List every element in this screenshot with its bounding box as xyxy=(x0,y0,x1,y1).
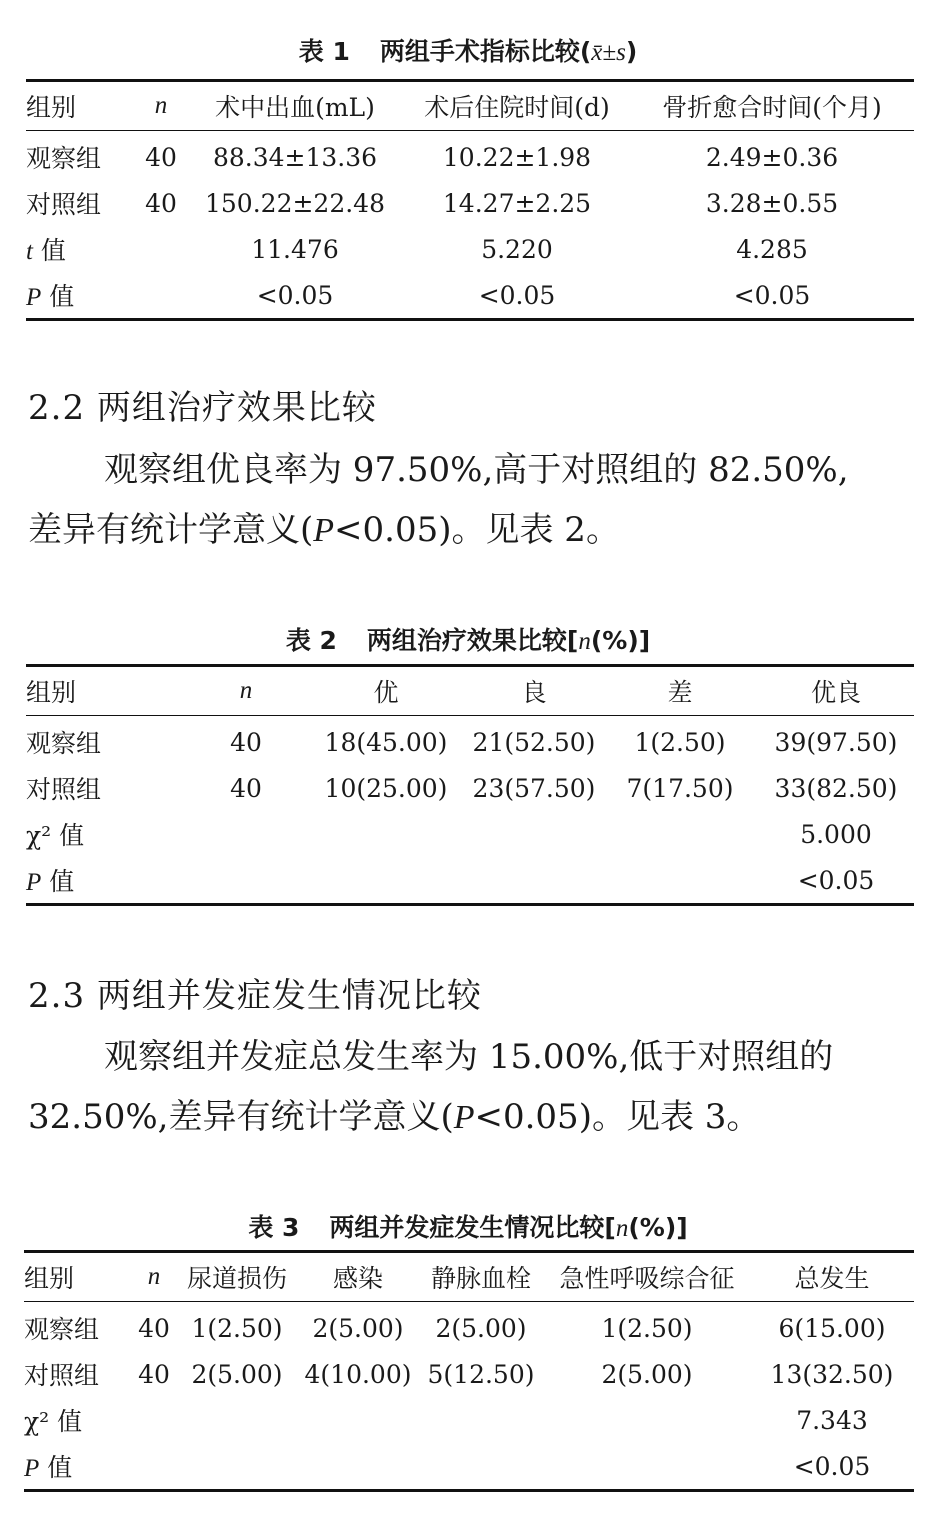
table1-t-value: 11.476 xyxy=(251,234,339,264)
empty-cell xyxy=(176,1397,298,1443)
paragraph-text: 差异有统计学意义( xyxy=(28,510,314,550)
empty-cell xyxy=(176,1443,298,1491)
table1-p-value: <0.05 xyxy=(404,272,630,320)
table1-header-hospital-stay: 术后住院时间(d) xyxy=(404,81,630,131)
table3-caption-text: 两组并发症发生情况比较[ xyxy=(329,1213,616,1242)
table1-header-n: n xyxy=(136,81,186,131)
table1 xyxy=(26,79,914,321)
table-row xyxy=(24,1351,914,1397)
empty-cell xyxy=(298,1443,418,1491)
table-row xyxy=(26,131,914,181)
table1-cell-healing-time: 2.49±0.36 xyxy=(705,142,839,172)
empty-cell xyxy=(306,811,466,857)
section-2-3-paragraph xyxy=(28,1027,916,1148)
table3-caption-close: (%)] xyxy=(628,1213,688,1242)
section-2-2-heading: 2.2 两组治疗效果比较 xyxy=(28,388,377,428)
section-2-3-heading: 2.3 两组并发症发生情况比较 xyxy=(28,976,482,1016)
table-row xyxy=(26,226,914,272)
table3-cell-ards: 2(5.00) xyxy=(601,1359,693,1389)
table2-caption-text: 两组治疗效果比较[ xyxy=(366,626,579,655)
table-row xyxy=(26,811,914,857)
table3-header-row xyxy=(24,1252,914,1302)
paragraph-line: 观察组优良率为 97.50%,高于对照组的 82.50%, xyxy=(104,450,849,490)
table2-cell-group: 观察组 xyxy=(26,729,102,758)
paragraph-line xyxy=(28,500,916,561)
table2-caption-number: 表 2 xyxy=(285,626,337,655)
table2-p-value: <0.05 xyxy=(758,857,914,905)
table1-cell-healing-time: 3.28±0.55 xyxy=(705,188,839,218)
table1-p-value: <0.05 xyxy=(186,272,404,320)
table-row xyxy=(26,857,914,905)
table1-header-healing-time: 骨折愈合时间(个月) xyxy=(630,81,914,131)
table1-t-value: 5.220 xyxy=(481,234,553,264)
table3-header-urethral-injury: 尿道损伤 xyxy=(176,1252,298,1302)
paragraph-text: <0.05)。见表 3。 xyxy=(474,1097,761,1137)
table2-cell-group: 对照组 xyxy=(26,775,102,804)
table2-chi-label: χ² 值 xyxy=(26,821,85,850)
table1-header-group: 组别 xyxy=(26,81,136,131)
table3-cell-n: 40 xyxy=(138,1313,170,1343)
p-label-text: 值 xyxy=(41,867,75,896)
table1-cell-bleeding: 150.22±22.48 xyxy=(205,188,385,218)
table2-header-good: 良 xyxy=(466,666,602,716)
table2-header-n: n xyxy=(186,666,306,716)
table2-caption-close: (%)] xyxy=(590,626,651,655)
table2-cell-good: 21(52.50) xyxy=(472,727,596,757)
table3-cell-urethral-injury: 2(5.00) xyxy=(191,1359,283,1389)
table-row xyxy=(26,765,914,811)
table1-p-label xyxy=(26,272,186,320)
table1-cell-bleeding: 88.34±13.36 xyxy=(212,142,378,172)
table1-cell-group: 观察组 xyxy=(26,144,102,173)
table-row xyxy=(24,1397,914,1443)
table3-header-venous-thrombosis: 静脉血栓 xyxy=(418,1252,544,1302)
empty-cell xyxy=(466,811,602,857)
table2 xyxy=(26,664,914,906)
table2-p-label xyxy=(26,857,306,905)
table2-header-poor: 差 xyxy=(602,666,758,716)
paragraph-text: <0.05)。见表 2。 xyxy=(334,510,620,550)
empty-cell xyxy=(306,857,466,905)
table1-p-value: <0.05 xyxy=(630,272,914,320)
table3-cell-infection: 2(5.00) xyxy=(312,1313,404,1343)
table3-caption xyxy=(0,1208,936,1249)
table1-t-value: 4.285 xyxy=(736,234,808,264)
empty-cell xyxy=(544,1397,750,1443)
table-row xyxy=(24,1302,914,1352)
table3-cell-venous-thrombosis: 2(5.00) xyxy=(435,1313,527,1343)
table1-caption xyxy=(0,32,936,73)
table3-caption-n: n xyxy=(615,1215,629,1242)
table1-header-bleeding: 术中出血(mL) xyxy=(186,81,404,131)
empty-cell xyxy=(418,1397,544,1443)
table1-caption-stat: x̄±s xyxy=(591,39,626,66)
table2-chi-value: 5.000 xyxy=(800,819,872,849)
table2-header-row xyxy=(26,666,914,716)
table1-header-row xyxy=(26,81,914,131)
table3-cell-group: 观察组 xyxy=(24,1315,100,1344)
table1-t-label xyxy=(26,226,186,272)
table1-cell-n: 40 xyxy=(145,188,177,218)
table-row xyxy=(24,1443,914,1491)
table2-cell-poor: 1(2.50) xyxy=(634,727,726,757)
table2-header-group: 组别 xyxy=(26,666,186,716)
table3-header-group: 组别 xyxy=(24,1252,132,1302)
table1-caption-number: 表 1 xyxy=(298,37,350,66)
table-row xyxy=(26,180,914,226)
table2-caption xyxy=(0,621,936,662)
p-label-text: 值 xyxy=(39,1453,73,1482)
table1-cell-hospital-stay: 10.22±1.98 xyxy=(442,142,592,172)
table3-cell-infection: 4(10.00) xyxy=(304,1359,412,1389)
table1-cell-hospital-stay: 14.27±2.25 xyxy=(442,188,592,218)
table1-caption-text: 两组手术指标比较( xyxy=(379,37,592,66)
table2-header-excellent-good: 优良 xyxy=(758,666,914,716)
table3-header-ards: 急性呼吸综合征 xyxy=(544,1252,750,1302)
empty-cell xyxy=(602,811,758,857)
table-row xyxy=(26,272,914,320)
t-symbol: t xyxy=(26,238,33,265)
table3-p-label xyxy=(24,1443,176,1491)
table3-cell-n: 40 xyxy=(138,1359,170,1389)
table3-cell-group: 对照组 xyxy=(24,1361,100,1390)
table3-header-infection: 感染 xyxy=(298,1252,418,1302)
p-label-text: 值 xyxy=(41,282,75,311)
table3-caption-number: 表 3 xyxy=(248,1213,300,1242)
table3-cell-urethral-injury: 1(2.50) xyxy=(191,1313,283,1343)
t-label-text: 值 xyxy=(32,236,66,265)
table2-cell-excellent: 18(45.00) xyxy=(324,727,448,757)
table1-cell-n: 40 xyxy=(145,142,177,172)
table3 xyxy=(24,1250,914,1492)
table-row xyxy=(26,716,914,766)
table2-cell-excellent: 10(25.00) xyxy=(324,773,448,803)
table3-cell-total: 6(15.00) xyxy=(778,1313,886,1343)
table2-header-excellent: 优 xyxy=(306,666,466,716)
table2-cell-n: 40 xyxy=(230,773,262,803)
paragraph-text: 32.50%,差异有统计学意义( xyxy=(28,1097,454,1137)
table2-cell-excellent-good: 39(97.50) xyxy=(774,727,898,757)
table3-chi-value: 7.343 xyxy=(796,1405,868,1435)
empty-cell xyxy=(544,1443,750,1491)
table3-cell-total: 13(32.50) xyxy=(770,1359,894,1389)
table3-cell-venous-thrombosis: 5(12.50) xyxy=(427,1359,535,1389)
empty-cell xyxy=(298,1397,418,1443)
empty-cell xyxy=(466,857,602,905)
table2-cell-good: 23(57.50) xyxy=(472,773,596,803)
table1-cell-group: 对照组 xyxy=(26,190,102,219)
table3-cell-ards: 1(2.50) xyxy=(601,1313,693,1343)
table3-header-n: n xyxy=(132,1252,176,1302)
table3-header-total: 总发生 xyxy=(750,1252,914,1302)
p-symbol: P xyxy=(26,869,42,896)
empty-cell xyxy=(418,1443,544,1491)
p-symbol: P xyxy=(24,1455,40,1482)
p-symbol: P xyxy=(313,512,335,549)
table2-caption-n: n xyxy=(578,628,591,655)
section-2-2-paragraph xyxy=(28,440,916,561)
table1-caption-close: ) xyxy=(625,37,638,66)
empty-cell xyxy=(602,857,758,905)
paragraph-line xyxy=(28,1087,916,1148)
paragraph-line: 观察组并发症总发生率为 15.00%,低于对照组的 xyxy=(104,1037,834,1077)
p-symbol: P xyxy=(26,284,42,311)
table3-chi-label: χ² 值 xyxy=(24,1407,83,1436)
table2-cell-poor: 7(17.50) xyxy=(626,773,734,803)
table2-cell-n: 40 xyxy=(230,727,262,757)
table3-p-value: <0.05 xyxy=(750,1443,914,1491)
table2-cell-excellent-good: 33(82.50) xyxy=(774,773,898,803)
p-symbol: P xyxy=(453,1099,475,1136)
